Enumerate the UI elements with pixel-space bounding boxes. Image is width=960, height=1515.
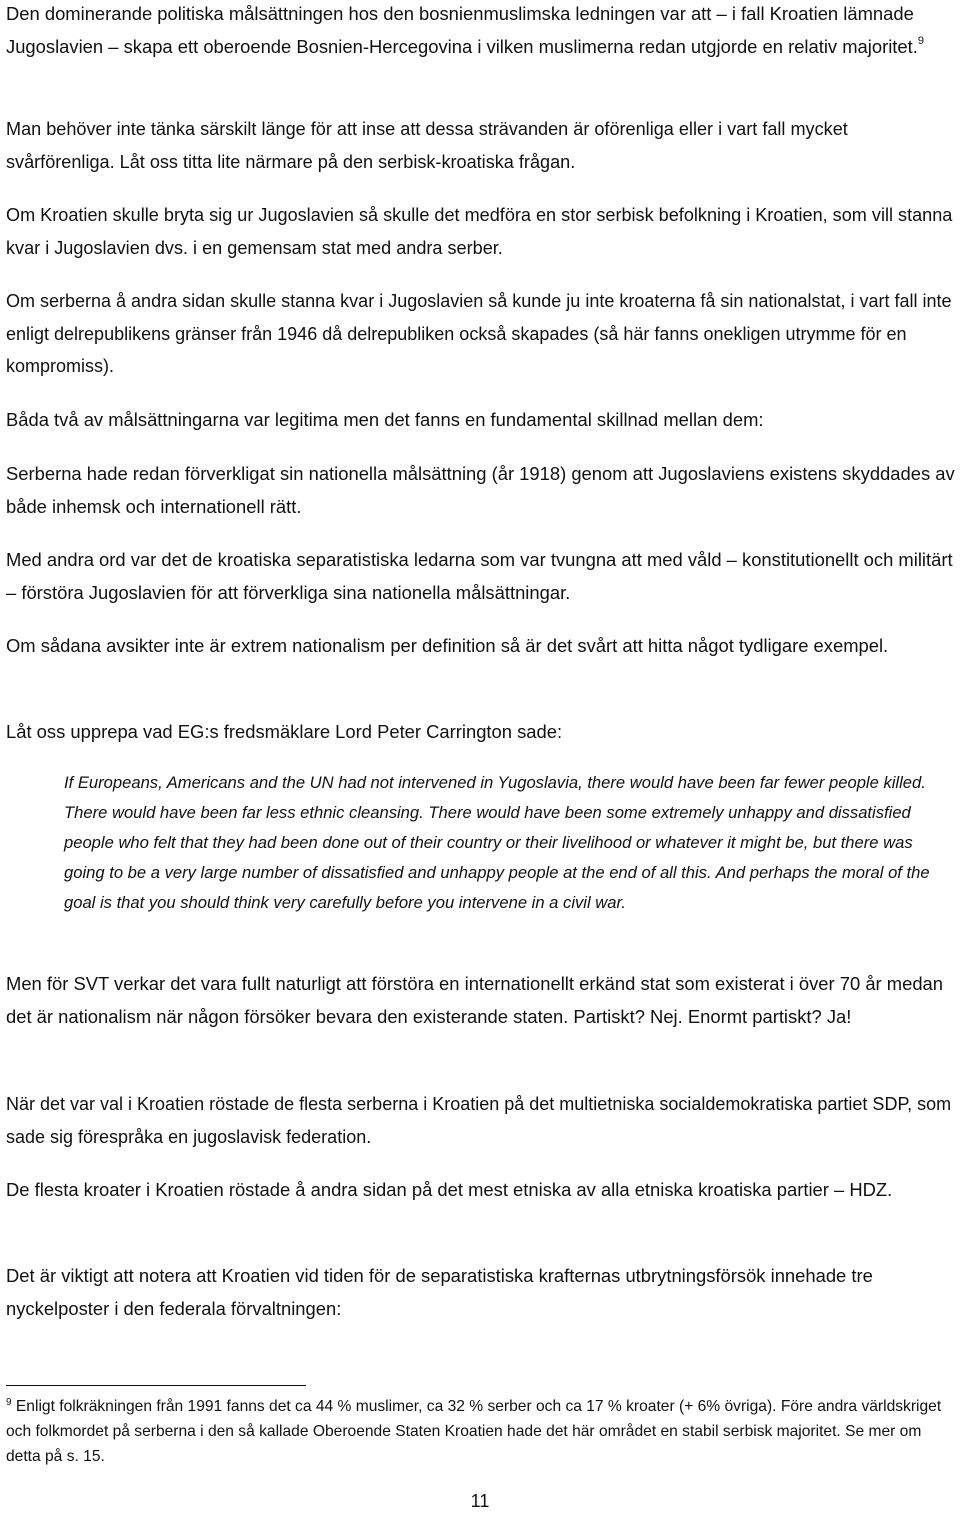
footnote-text: Enligt folkräkningen från 1991 fanns det ca 44 % muslimer, ca 32 % serber och ca 17 % kroater (+ 6% övriga). Före andra världskriget och folkmordet på serberna i den så kallade Oberoende Staten Kroatien hade det här området en stabil serbisk majoritet. Se mer om detta på s. 15. (6, 1398, 942, 1465)
paragraph-9: Låt oss upprepa vad EG:s fredsmäklare Lord Peter Carrington sade: (6, 721, 563, 742)
page-number: 11 (470, 1491, 490, 1511)
paragraph-1-text: Den dominerande politiska målsättningen hos den bosnienmuslimska ledningen var att – i fall Kroatien lämnade Jugoslavien – skapa ett oberoende Bosnien-Hercegovina i vilken muslimerna redan utgjorde en relativ majoritet. (6, 3, 918, 57)
paragraph-12: De flesta kroater i Kroatien röstade å andra sidan på det mest etniska av alla etniska kroatiska partier – HDZ. (6, 1179, 893, 1200)
footnote-number: 9 (6, 1397, 12, 1408)
paragraph-2: Man behöver inte tänka särskilt länge för att inse att dessa strävanden är oförenliga eller i vart fall mycket svårförenliga. Låt oss titta lite närmare på den serbisk-kroatiska frågan. (6, 119, 848, 172)
paragraph-6: Serberna hade redan förverkligat sin nationella målsättning (år 1918) genom att Jugoslaviens existens skyddades av både inhemsk och internationell rätt. (6, 463, 955, 517)
footnote-divider (6, 1385, 306, 1386)
paragraph-1 (6, 0, 958, 63)
footnote-reference: 9 (917, 34, 924, 47)
paragraph-10: Men för SVT verkar det vara fullt naturligt att förstöra en internationellt erkänd stat som existerat i över 70 år medan det är nationalism när någon försöker bevara den existerande staten. Partiskt? Nej. Enormt partiskt? Ja! (6, 973, 944, 1027)
paragraph-5: Båda två av målsättningarna var legitima men det fanns en fundamental skillnad mellan dem: (6, 409, 764, 430)
paragraph-8: Om sådana avsikter inte är extrem nationalism per definition så är det svårt att hitta något tydligare exempel. (6, 635, 889, 656)
footnote (6, 1394, 956, 1469)
block-quote: If Europeans, Americans and the UN had not intervened in Yugoslavia, there would have been far fewer people killed. There would have been far less ethnic cleansing. There would have been some extremely unhappy and dissatisfied people who felt that they had been done out of their country or their livelihood or whatever it might be, but there was going to be a very large number of dissatisfied and unhappy people at the end of all this. And perhaps the moral of the goal is that you should think very carefully before you intervene in a civil war. (64, 773, 930, 912)
paragraph-7: Med andra ord var det de kroatiska separatistiska ledarna som var tvungna att med våld – konstitutionellt och militärt – förstöra Jugoslavien för att förverkliga sina nationella målsättningar. (6, 549, 953, 603)
paragraph-11: När det var val i Kroatien röstade de flesta serberna i Kroatien på det multietniska socialdemokratiska partiet SDP, som sade sig förespråka en jugoslavisk federation. (6, 1094, 952, 1147)
paragraph-3: Om Kroatien skulle bryta sig ur Jugoslavien så skulle det medföra en stor serbisk befolkning i Kroatien, som vill stanna kvar i Jugoslavien dvs. i en gemensam stat med andra serber. (6, 205, 953, 258)
paragraph-4: Om serberna å andra sidan skulle stanna kvar i Jugoslavien så kunde ju inte kroaterna få sin nationalstat, i vart fall inte enligt delrepublikens gränser från 1946 då delrepubliken också skapades (så här fanns onekligen utrymme för en kompromiss). (6, 291, 952, 376)
paragraph-13: Det är viktigt att notera att Kroatien vid tiden för de separatistiska krafternas utbrytningsförsök innehade tre nyckelposter i den federala förvaltningen: (6, 1265, 873, 1319)
